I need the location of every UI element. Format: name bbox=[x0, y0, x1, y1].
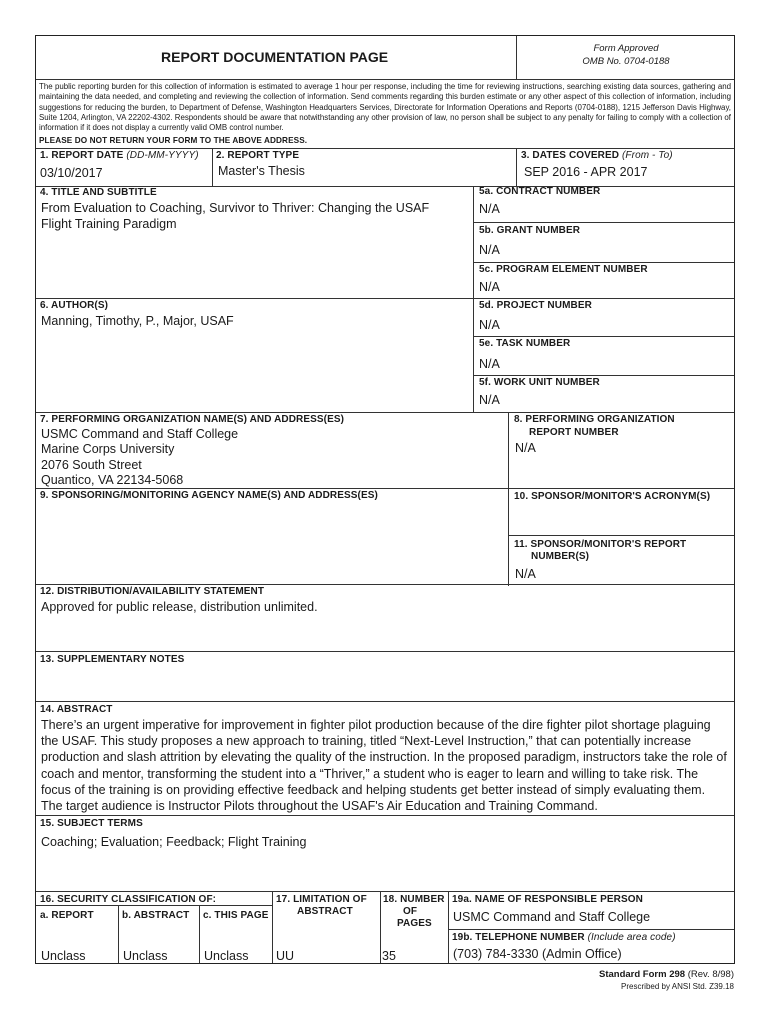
task-number-label: 5e. TASK NUMBER bbox=[479, 338, 571, 349]
performing-org-label: 7. PERFORMING ORGANIZATION NAME(S) AND ADDRESS(ES) bbox=[40, 414, 345, 425]
title-label: 4. TITLE AND SUBTITLE bbox=[40, 187, 157, 198]
performing-org-line: USMC Command and Staff College bbox=[41, 427, 239, 441]
performing-org-line: 2076 South Street bbox=[41, 458, 142, 472]
performing-report-label-2: REPORT NUMBER bbox=[529, 427, 619, 438]
security-classification-label: 16. SECURITY CLASSIFICATION OF: bbox=[40, 894, 217, 905]
supplementary-label: 13. SUPPLEMENTARY NOTES bbox=[40, 654, 185, 665]
contract-number-value: N/A bbox=[479, 202, 500, 216]
report-type-value: Master's Thesis bbox=[218, 164, 305, 178]
performing-report-label: 8. PERFORMING ORGANIZATION bbox=[514, 414, 675, 425]
security-page-value: Unclass bbox=[204, 949, 249, 963]
security-report-value: Unclass bbox=[41, 949, 86, 963]
sponsor-report-label: 11. SPONSOR/MONITOR'S REPORT bbox=[514, 539, 687, 550]
program-element-label: 5c. PROGRAM ELEMENT NUMBER bbox=[479, 264, 648, 275]
prescribed-label: Prescribed by ANSI Std. Z39.18 bbox=[621, 982, 734, 991]
report-type-label: 2. REPORT TYPE bbox=[216, 150, 300, 161]
dates-covered-value: SEP 2016 - APR 2017 bbox=[524, 165, 648, 179]
abstract-text: There’s an urgent imperative for improvement in fighter pilot production because of the dire fighter pilot shortage plaguing the USAF. This study proposes a new approach to training, titled “Next-Level Instruction,” that can potentially increase production and slash attrition by elevating the quality of the instruction. In the proposed paradigm, instructors take the role of coach and mentor, transforming the student into a “Thriver,” a student who is eager to learn and willing to take risk. The focus of the training is on providing effective feedback and helping students get better instead of simply evaluating them. The target audience is Instructor Pilots throughout the USAF's Air Education and Training Command. bbox=[41, 718, 727, 814]
dates-covered-label: 3. DATES COVERED (From - To) bbox=[521, 150, 673, 161]
limitation-label-2: ABSTRACT bbox=[297, 906, 353, 917]
page-title: REPORT DOCUMENTATION PAGE bbox=[161, 49, 389, 65]
authors-label: 6. AUTHOR(S) bbox=[40, 300, 109, 311]
performing-org-line: Quantico, VA 22134-5068 bbox=[41, 473, 184, 487]
report-documentation-form bbox=[35, 35, 735, 964]
standard-form-label: Standard Form 298 (Rev. 8/98) bbox=[599, 969, 734, 980]
title-value: From Evaluation to Coaching, Survivor to Thriver: Changing the USAF Flight Training Paradigm bbox=[41, 201, 430, 231]
abstract-label: 14. ABSTRACT bbox=[40, 704, 113, 715]
pages-label: 18. NUMBER bbox=[383, 894, 445, 905]
subject-terms-label: 15. SUBJECT TERMS bbox=[40, 818, 143, 829]
telephone-value: (703) 784-3330 (Admin Office) bbox=[453, 947, 622, 961]
distribution-value: Approved for public release, distribution unlimited. bbox=[41, 600, 318, 614]
program-element-value: N/A bbox=[479, 280, 500, 294]
burden-statement: The public reporting burden for this collection of information is estimated to average 1 hour per response, including the time for reviewing instructions, searching existing data sources, gathering and maintaining the data needed, and completing and reviewing the collection of information. Send comments regarding this burden estimate or any other aspect of this collection of information, including suggestions for reducing the burden, to Department of Defense, Washington Headquarters Services, Directorate for Information Operations and Reports (0704-0188), 1215 Jefferson Davis Highway, Suite 1204, Arlington, VA 22202-4302. Respondents should be aware that notwithstanding any other provision of law, no person shall be subject to any penalty for failing to comply with a collection of information if it does not display a currently valid OMB control number. bbox=[39, 82, 731, 133]
telephone-label: 19b. TELEPHONE NUMBER (Include area code) bbox=[452, 932, 676, 943]
project-number-label: 5d. PROJECT NUMBER bbox=[479, 300, 592, 311]
subject-terms-value: Coaching; Evaluation; Feedback; Flight Training bbox=[41, 835, 307, 849]
security-abstract-value: Unclass bbox=[123, 949, 168, 963]
report-date-label: 1. REPORT DATE (DD-MM-YYYY) bbox=[40, 150, 199, 161]
sponsoring-agency-label: 9. SPONSORING/MONITORING AGENCY NAME(S) AND ADDRESS(ES) bbox=[40, 490, 378, 501]
responsible-person-value: USMC Command and Staff College bbox=[453, 910, 651, 924]
authors-value: Manning, Timothy, P., Major, USAF bbox=[41, 314, 234, 328]
security-page-label: c. THIS PAGE bbox=[203, 910, 269, 921]
report-date-value: 03/10/2017 bbox=[40, 166, 103, 180]
task-number-value: N/A bbox=[479, 357, 500, 371]
security-abstract-label: b. ABSTRACT bbox=[122, 910, 190, 921]
work-unit-label: 5f. WORK UNIT NUMBER bbox=[479, 377, 600, 388]
grant-number-value: N/A bbox=[479, 243, 500, 257]
omb-number: OMB No. 0704-0188 bbox=[582, 56, 670, 67]
pages-label-3: PAGES bbox=[397, 918, 432, 929]
sponsor-report-value: N/A bbox=[515, 567, 536, 581]
distribution-label: 12. DISTRIBUTION/AVAILABILITY STATEMENT bbox=[40, 586, 265, 597]
sponsor-acronym-label: 10. SPONSOR/MONITOR'S ACRONYM(S) bbox=[514, 491, 711, 502]
contract-number-label: 5a. CONTRACT NUMBER bbox=[479, 186, 601, 197]
responsible-person-label: 19a. NAME OF RESPONSIBLE PERSON bbox=[452, 894, 643, 905]
limitation-label: 17. LIMITATION OF bbox=[276, 894, 367, 905]
return-warning: PLEASE DO NOT RETURN YOUR FORM TO THE ABOVE ADDRESS. bbox=[39, 136, 308, 145]
sponsor-report-label-2: NUMBER(S) bbox=[531, 551, 590, 562]
pages-value: 35 bbox=[382, 949, 396, 963]
pages-label-2: OF bbox=[403, 906, 418, 917]
performing-report-value: N/A bbox=[515, 441, 536, 455]
security-report-label: a. REPORT bbox=[40, 910, 94, 921]
grant-number-label: 5b. GRANT NUMBER bbox=[479, 225, 581, 236]
form-approved-label: Form Approved bbox=[593, 43, 659, 54]
limitation-value: UU bbox=[276, 949, 295, 963]
work-unit-value: N/A bbox=[479, 393, 500, 407]
project-number-value: N/A bbox=[479, 318, 500, 332]
performing-org-line: Marine Corps University bbox=[41, 442, 175, 456]
